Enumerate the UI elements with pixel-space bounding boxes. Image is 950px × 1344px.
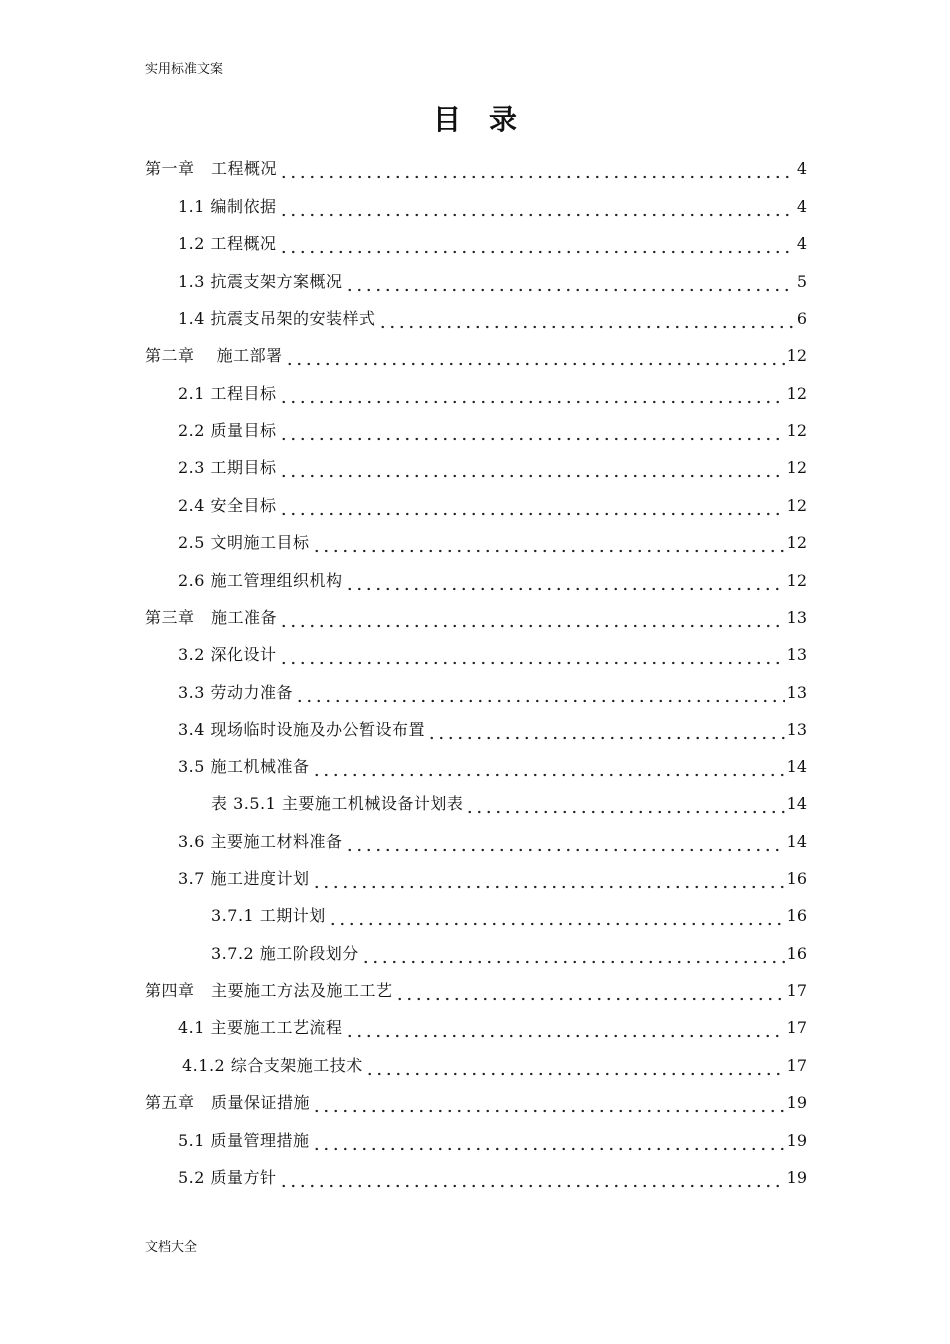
toc-entry-label: 第一章 工程概况 <box>145 159 278 178</box>
toc-entry-label: 5.2 质量方针 <box>178 1168 277 1187</box>
toc-entry-page: 13 <box>786 720 807 739</box>
dot-leader <box>312 1133 785 1151</box>
toc-entry[interactable] <box>145 604 807 628</box>
dot-leader <box>378 311 795 329</box>
toc-entry-label: 第二章 施工部署 <box>145 346 283 365</box>
toc-entry[interactable] <box>145 1089 807 1113</box>
toc-entry[interactable] <box>145 342 807 366</box>
page-header: 实用标准文案 <box>145 62 224 77</box>
toc-entry-label: 4.1.2 综合支架施工技术 <box>182 1056 363 1075</box>
toc-entry-page: 17 <box>786 981 807 1000</box>
dot-leader <box>312 535 785 553</box>
toc-entry[interactable] <box>178 1014 807 1038</box>
toc-entry[interactable] <box>178 268 807 292</box>
toc-entry-label: 3.5 施工机械准备 <box>178 757 310 776</box>
toc-entry[interactable] <box>178 679 807 703</box>
dot-leader <box>279 236 795 254</box>
toc-entry-page: 12 <box>786 384 807 403</box>
toc-entry-label: 3.7.2 施工阶段划分 <box>211 944 359 963</box>
toc-entry-label: 1.3 抗震支架方案概况 <box>178 272 343 291</box>
dot-leader <box>295 685 785 703</box>
toc-entry[interactable] <box>145 977 807 1001</box>
toc-entry-label: 第五章 质量保证措施 <box>145 1093 311 1112</box>
toc-entry[interactable] <box>178 492 807 516</box>
toc-entry-page: 19 <box>786 1168 807 1187</box>
toc-entry-page: 19 <box>786 1131 807 1150</box>
toc-entry-page: 14 <box>786 794 807 813</box>
toc-entry-label: 3.3 劳动力准备 <box>178 683 294 702</box>
dot-leader <box>279 423 785 441</box>
toc-entry-label: 3.4 现场临时设施及办公暂设布置 <box>178 720 426 739</box>
toc-entry-page: 4 <box>796 197 807 216</box>
toc-entry[interactable] <box>178 716 807 740</box>
toc-entry-label: 2.2 质量目标 <box>178 421 277 440</box>
toc-entry-label: 第四章 主要施工方法及施工工艺 <box>145 981 393 1000</box>
toc-entry[interactable] <box>145 155 807 179</box>
toc-entry-page: 12 <box>786 421 807 440</box>
toc-entry[interactable] <box>178 305 807 329</box>
toc-entry-page: 12 <box>786 571 807 590</box>
dot-leader <box>395 983 785 1001</box>
toc-entry[interactable] <box>178 529 807 553</box>
toc-entry[interactable] <box>178 193 807 217</box>
toc-entry[interactable] <box>178 1164 807 1188</box>
dot-leader <box>279 498 785 516</box>
dot-leader <box>279 161 795 179</box>
toc-entry[interactable] <box>178 380 807 404</box>
toc-entry-page: 12 <box>786 496 807 515</box>
toc-entry-page: 4 <box>796 234 807 253</box>
toc-entry-label: 3.7 施工进度计划 <box>178 869 310 888</box>
toc-entry-label: 4.1 主要施工工艺流程 <box>178 1018 343 1037</box>
toc-entry[interactable] <box>178 454 807 478</box>
toc-entry[interactable] <box>178 641 807 665</box>
dot-leader <box>361 946 785 964</box>
toc-entry[interactable] <box>211 790 807 814</box>
toc-entry[interactable] <box>211 902 807 926</box>
dot-leader <box>279 1170 785 1188</box>
toc-entry-label: 1.1 编制依据 <box>178 197 277 216</box>
toc-entry-label: 3.6 主要施工材料准备 <box>178 832 343 851</box>
dot-leader <box>279 199 795 217</box>
toc-entry-label: 3.7.1 工期计划 <box>211 906 326 925</box>
dot-leader <box>345 573 785 591</box>
toc-entry-label: 5.1 质量管理措施 <box>178 1131 310 1150</box>
dot-leader <box>312 871 785 889</box>
toc-entry-label: 2.4 安全目标 <box>178 496 277 515</box>
page-title: 目录 <box>432 103 545 136</box>
dot-leader <box>312 759 785 777</box>
toc-entry-page: 16 <box>786 944 807 963</box>
toc-entry-page: 17 <box>786 1056 807 1075</box>
dot-leader <box>279 460 785 478</box>
page-footer: 文档大全 <box>145 1240 198 1255</box>
toc-entry[interactable] <box>178 417 807 441</box>
toc-entry-label: 2.1 工程目标 <box>178 384 277 403</box>
dot-leader <box>312 1095 785 1113</box>
toc-entry[interactable] <box>182 1052 807 1076</box>
toc-entry[interactable] <box>178 1127 807 1151</box>
dot-leader <box>328 908 785 926</box>
toc-entry[interactable] <box>178 230 807 254</box>
dot-leader <box>345 834 785 852</box>
dot-leader <box>279 610 785 628</box>
toc-entry[interactable] <box>178 865 807 889</box>
toc-entry-label: 3.2 深化设计 <box>178 645 277 664</box>
toc-entry-label: 1.4 抗震支吊架的安装样式 <box>178 309 376 328</box>
toc-entry-page: 14 <box>786 832 807 851</box>
toc-entry[interactable] <box>178 567 807 591</box>
toc-entry-page: 12 <box>786 458 807 477</box>
toc-entry-page: 19 <box>786 1093 807 1112</box>
toc-entry-page: 13 <box>786 645 807 664</box>
toc-entry-page: 5 <box>796 272 807 291</box>
toc-entry-page: 17 <box>786 1018 807 1037</box>
dot-leader <box>365 1058 785 1076</box>
toc-entry-label: 第三章 施工准备 <box>145 608 278 627</box>
dot-leader <box>465 796 784 814</box>
toc-entry-page: 16 <box>786 906 807 925</box>
toc-entry-label: 2.3 工期目标 <box>178 458 277 477</box>
toc-entry[interactable] <box>178 753 807 777</box>
toc-entry[interactable] <box>211 940 807 964</box>
toc-entry-page: 4 <box>796 159 807 178</box>
toc-entry-page: 6 <box>796 309 807 328</box>
dot-leader <box>279 386 785 404</box>
toc-entry-label: 2.6 施工管理组织机构 <box>178 571 343 590</box>
dot-leader <box>427 722 785 740</box>
toc-entry-page: 12 <box>786 346 807 365</box>
dot-leader <box>345 274 795 292</box>
toc-entry-page: 13 <box>786 608 807 627</box>
toc-entry-page: 13 <box>786 683 807 702</box>
toc-entry-page: 12 <box>786 533 807 552</box>
toc-entry-page: 14 <box>786 757 807 776</box>
dot-leader <box>285 348 785 366</box>
dot-leader <box>279 647 785 665</box>
toc-entry[interactable] <box>178 828 807 852</box>
dot-leader <box>345 1020 785 1038</box>
toc-entry-label: 表 3.5.1 主要施工机械设备计划表 <box>211 794 464 813</box>
toc-entry-page: 16 <box>786 869 807 888</box>
toc-entry-label: 1.2 工程概况 <box>178 234 277 253</box>
toc-entry-label: 2.5 文明施工目标 <box>178 533 310 552</box>
